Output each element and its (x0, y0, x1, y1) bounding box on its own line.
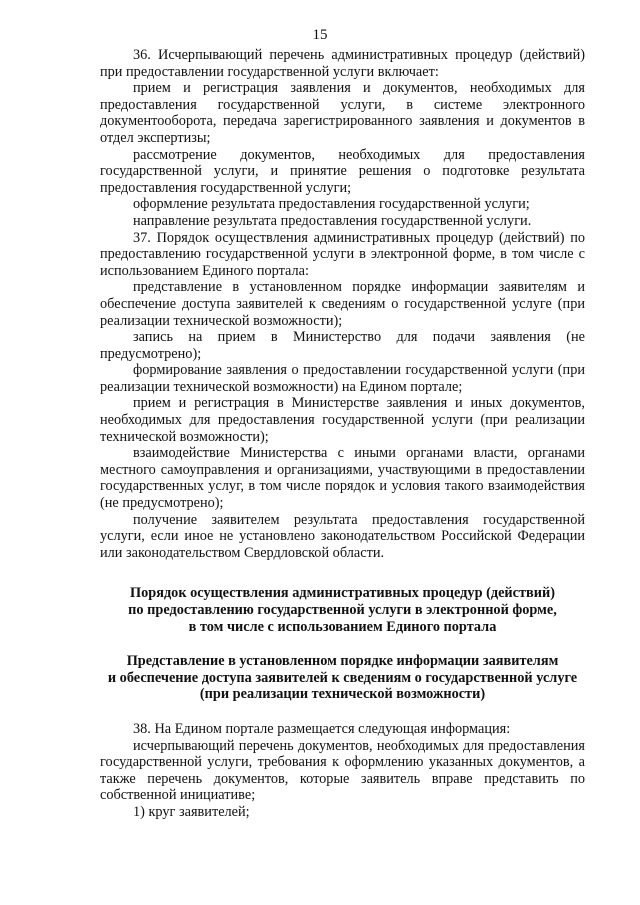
list-item: оформление результата предоставления государственной услуги; (133, 196, 530, 213)
list-item: прием и регистрация в Министерстве заявления и иных документов, необходимых для предоставления государственной услуги (при реализации технической возможности); (100, 395, 585, 445)
list-item: исчерпывающий перечень документов, необходимых для предоставления государственной услуги, требования к оформлению указанных документов, а также перечень документов, которые заявитель вправе представить по собственной инициативе; (100, 737, 585, 804)
paragraph-38: 38. На Едином портале размещается следующая информация: (133, 720, 511, 737)
subsection-heading-information (100, 653, 585, 703)
heading-line: и обеспечение доступа заявителей к сведениям о государственной услуге (107, 669, 578, 686)
list-item: запись на прием в Министерство для подачи заявления (не предусмотрено); (100, 329, 585, 362)
heading-line: (при реализации технической возможности) (199, 686, 486, 703)
heading-line: в том числе с использованием Единого портала (188, 618, 497, 635)
paragraph-36: 36. Исчерпывающий перечень административных процедур (действий) при предоставлении государственной услуги включает: (100, 47, 585, 80)
heading-line: Порядок осуществления административных процедур (действий) (130, 585, 555, 602)
section-heading-electronic-procedures (100, 585, 585, 635)
list-item: формирование заявления о предоставлении государственной услуги (при реализации технической возможности) на Едином портале; (100, 362, 585, 395)
list-item: направление результата предоставления государственной услуги. (133, 212, 532, 229)
paragraph-37: 37. Порядок осуществления административных процедур (действий) по предоставлению государственной услуги в электронной форме, в том числе с использованием Единого портала: (100, 229, 585, 279)
list-item: рассмотрение документов, необходимых для предоставления государственной услуги, и принятие решения о подготовке результата предоставления государственной услуги; (100, 146, 585, 196)
list-item: взаимодействие Министерства с иными органами власти, органами местного самоуправления и организациями, участвующими в предоставлении государственных услуг, в том числе порядок и условия такого взаимодействия (не предусмотрено); (100, 445, 585, 512)
list-item: 1) круг заявителей; (133, 803, 250, 820)
page-number: 15 (312, 27, 328, 43)
heading-line: Представление в установленном порядке информации заявителям (126, 653, 559, 670)
heading-line: по предоставлению государственной услуги в электронной форме, (128, 602, 557, 618)
document-body (100, 47, 585, 821)
list-item: получение заявителем результата предоставления государственной услуги, если иное не установлено законодательством Российской Федерации или законодательством Свердловской области. (100, 511, 585, 561)
list-item: прием и регистрация заявления и документов, необходимых для предоставления государственной услуги, в системе электронного документооборота, передача зарегистрированного заявления и документов в отдел экспертизы; (100, 80, 585, 146)
list-item: представление в установленном порядке информации заявителям и обеспечение доступа заявителей к сведениям о государственной услуге (при реализации технической возможности); (100, 279, 585, 329)
